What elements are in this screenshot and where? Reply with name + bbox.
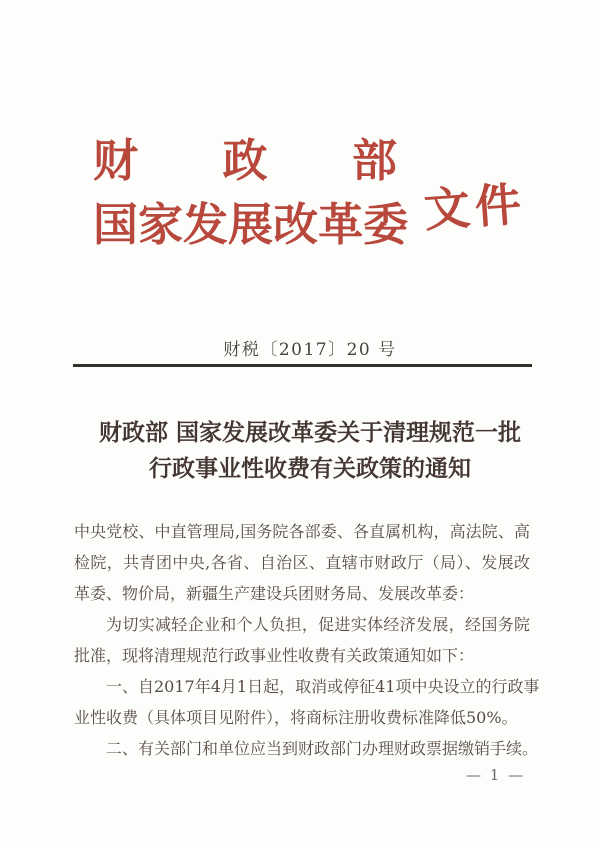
document-title [70, 415, 550, 487]
letterhead-char: 家 [138, 198, 184, 251]
body-line: 为切实减轻企业和个人负担，促进实体经济发展，经国务院 [106, 615, 530, 634]
letterhead-org-line-1 [93, 136, 397, 186]
letterhead-org-line-2 [93, 198, 409, 251]
letterhead-char: 政 [222, 134, 268, 187]
letterhead-char: 革 [318, 198, 364, 251]
body-line: 革委、物价局，新疆生产建设兵团财务局、发展改革委： [74, 584, 475, 603]
letterhead-char: 财 [93, 134, 139, 187]
document-title-line-2: 行政事业性收费有关政策的通知 [149, 455, 471, 482]
document-body [74, 516, 540, 764]
letterhead-char: 国 [93, 198, 139, 251]
document-title-line-1: 财政部 国家发展改革委关于清理规范一批 [98, 419, 521, 446]
body-line: 业性收费（具体项目见附件），将商标注册收费标准降低50%。 [74, 708, 518, 727]
letterhead-char: 委 [363, 198, 409, 251]
page-number: — 1 — [466, 766, 526, 784]
letterhead-char: 发 [183, 198, 229, 251]
letterhead-doc-type-label: 文件 [422, 176, 528, 238]
letterhead-char: 展 [228, 198, 274, 251]
letterhead-char: 改 [273, 198, 319, 251]
letterhead-char: 部 [351, 134, 397, 187]
body-line: 检院，共青团中央,各省、自治区、直辖市财政厅（局）、发展改 [74, 553, 530, 572]
body-line: 中央党校、中直管理局,国务院各部委、各直属机构，高法院、高 [74, 522, 530, 541]
body-line: 一、自2017年4月1日起，取消或停征41项中央设立的行政事 [106, 677, 540, 696]
body-line: 二、有关部门和单位应当到财政部门办理财政票据缴销手续。 [106, 739, 539, 758]
doc-number: 财税〔2017〕20 号 [223, 340, 397, 360]
separator-rule [73, 364, 532, 367]
body-line: 批准，现将清理规范行政事业性收费有关政策通知如下： [74, 646, 475, 665]
